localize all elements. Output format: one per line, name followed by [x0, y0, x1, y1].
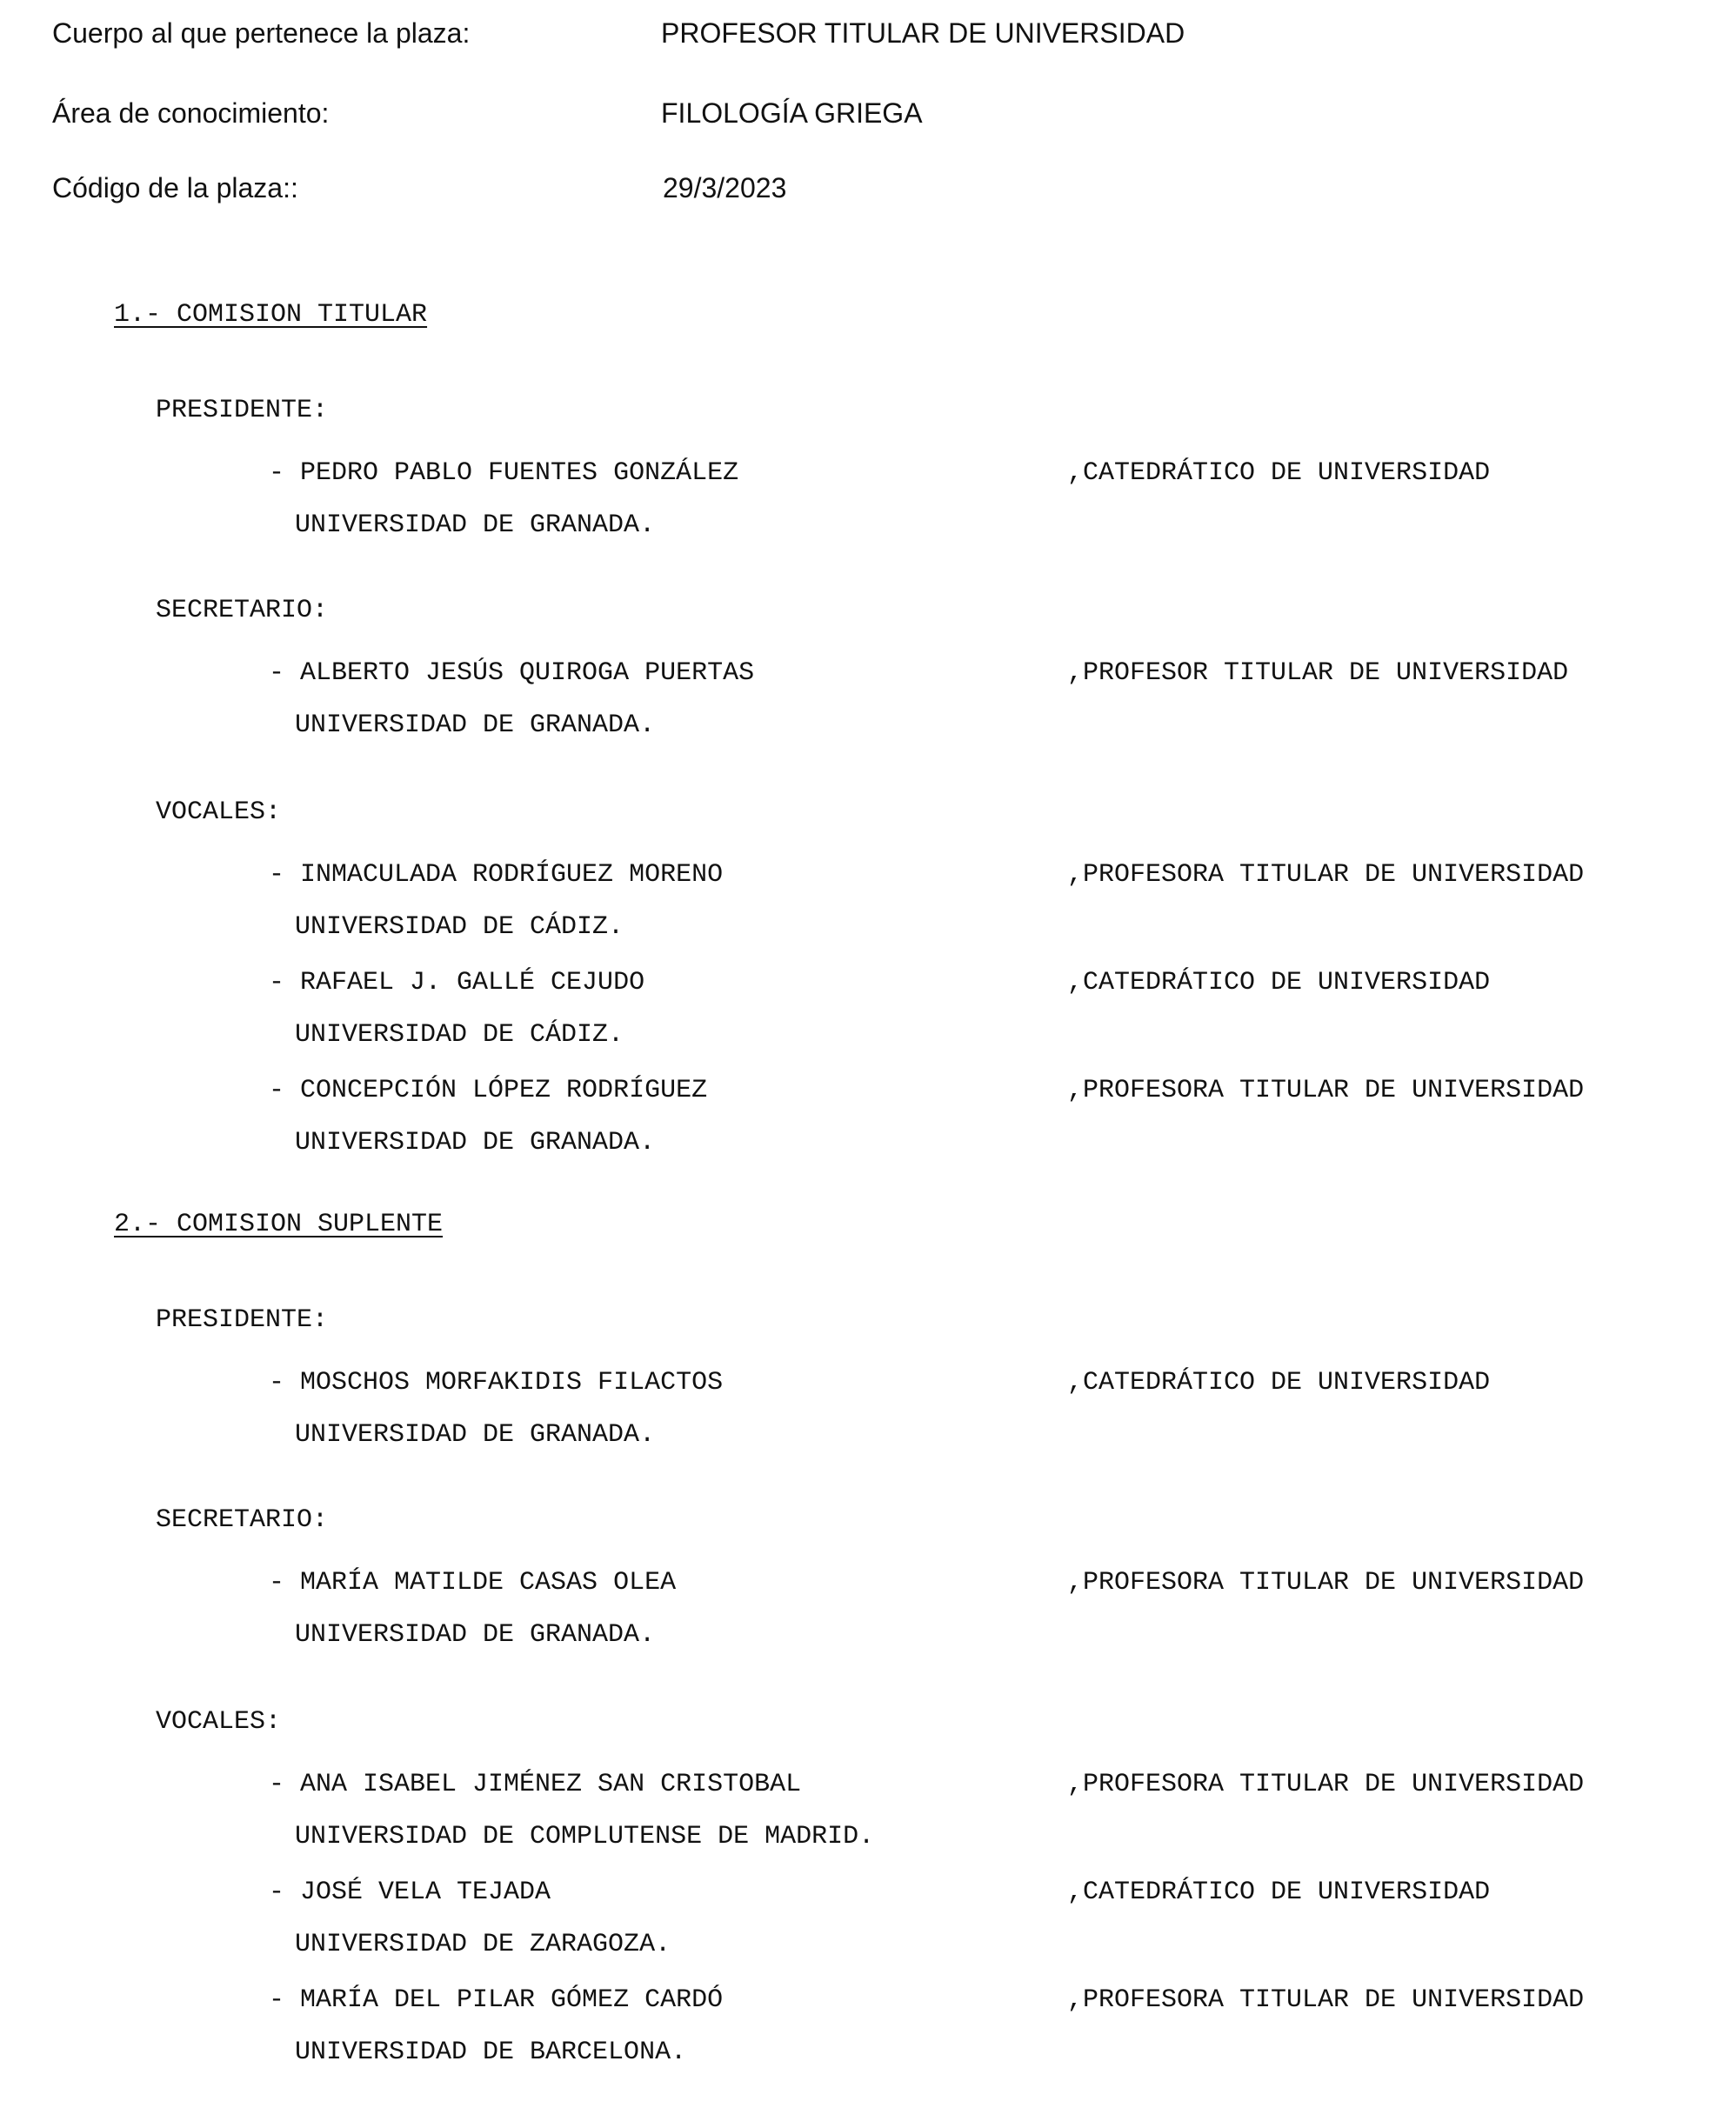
- area-label: Área de conocimiento:: [52, 97, 330, 129]
- member-row: [0, 1073, 1736, 1160]
- member-name: - ANA ISABEL JIMÉNEZ SAN CRISTOBAL: [269, 1770, 802, 1799]
- member-name: - MARÍA MATILDE CASAS OLEA: [269, 1568, 677, 1598]
- member-name: - PEDRO PABLO FUENTES GONZÁLEZ: [269, 458, 739, 488]
- codigo-row: [52, 169, 1687, 207]
- member-name: - RAFAEL J. GALLÉ CEJUDO: [269, 968, 645, 997]
- member-university: UNIVERSIDAD DE GRANADA.: [295, 710, 656, 740]
- section-title-suplente: 2.- COMISION SUPLENTE: [114, 1210, 444, 1239]
- codigo-value: 29/3/2023: [663, 172, 787, 203]
- codigo-label: Código de la plaza::: [52, 172, 298, 203]
- section-title-titular: 1.- COMISION TITULAR: [114, 300, 428, 330]
- member-row: [0, 965, 1736, 1052]
- cuerpo-row: [52, 14, 1687, 52]
- member-category: ,PROFESORA TITULAR DE UNIVERSIDAD: [1067, 1985, 1585, 2015]
- member-university: UNIVERSIDAD DE GRANADA.: [295, 510, 656, 540]
- member-row: [0, 656, 1736, 743]
- member-row: [0, 1983, 1736, 2070]
- member-category: ,PROFESORA TITULAR DE UNIVERSIDAD: [1067, 1770, 1585, 1799]
- titular-vocales-label: VOCALES:: [156, 797, 282, 827]
- member-row: [0, 857, 1736, 944]
- member-university: UNIVERSIDAD DE COMPLUTENSE DE MADRID.: [295, 1822, 875, 1851]
- suplente-vocales-label: VOCALES:: [156, 1707, 282, 1737]
- suplente-presidente-label: PRESIDENTE:: [156, 1305, 329, 1335]
- member-row: [0, 1875, 1736, 1962]
- member-name: - CONCEPCIÓN LÓPEZ RODRÍGUEZ: [269, 1076, 708, 1105]
- member-row: [0, 1767, 1736, 1854]
- member-category: ,PROFESORA TITULAR DE UNIVERSIDAD: [1067, 860, 1585, 890]
- member-name: - MARÍA DEL PILAR GÓMEZ CARDÓ: [269, 1985, 724, 2015]
- member-university: UNIVERSIDAD DE ZARAGOZA.: [295, 1930, 671, 1959]
- member-university: UNIVERSIDAD DE CÁDIZ.: [295, 1020, 624, 1050]
- member-name: - ALBERTO JESÚS QUIROGA PUERTAS: [269, 658, 755, 688]
- member-name: - JOSÉ VELA TEJADA: [269, 1878, 551, 1907]
- cuerpo-label: Cuerpo al que pertenece la plaza:: [52, 17, 471, 49]
- member-category: ,CATEDRÁTICO DE UNIVERSIDAD: [1067, 1878, 1491, 1907]
- member-university: UNIVERSIDAD DE GRANADA.: [295, 1128, 656, 1157]
- member-category: ,CATEDRÁTICO DE UNIVERSIDAD: [1067, 968, 1491, 997]
- member-row: [0, 1365, 1736, 1452]
- member-university: UNIVERSIDAD DE CÁDIZ.: [295, 912, 624, 942]
- member-university: UNIVERSIDAD DE GRANADA.: [295, 1420, 656, 1450]
- member-category: ,CATEDRÁTICO DE UNIVERSIDAD: [1067, 458, 1491, 488]
- member-category: ,PROFESORA TITULAR DE UNIVERSIDAD: [1067, 1568, 1585, 1598]
- member-category: ,PROFESORA TITULAR DE UNIVERSIDAD: [1067, 1076, 1585, 1105]
- area-row: [52, 94, 1687, 132]
- member-row: [0, 1565, 1736, 1652]
- titular-presidente-label: PRESIDENTE:: [156, 396, 329, 425]
- member-name: - MOSCHOS MORFAKIDIS FILACTOS: [269, 1368, 724, 1398]
- titular-secretario-label: SECRETARIO:: [156, 596, 329, 625]
- member-category: ,CATEDRÁTICO DE UNIVERSIDAD: [1067, 1368, 1491, 1398]
- member-university: UNIVERSIDAD DE BARCELONA.: [295, 2038, 687, 2067]
- member-row: [0, 456, 1736, 543]
- member-name: - INMACULADA RODRÍGUEZ MORENO: [269, 860, 724, 890]
- member-university: UNIVERSIDAD DE GRANADA.: [295, 1620, 656, 1650]
- member-category: ,PROFESOR TITULAR DE UNIVERSIDAD: [1067, 658, 1569, 688]
- area-value: FILOLOGÍA GRIEGA: [661, 97, 923, 129]
- cuerpo-value: PROFESOR TITULAR DE UNIVERSIDAD: [661, 17, 1185, 49]
- suplente-secretario-label: SECRETARIO:: [156, 1505, 329, 1535]
